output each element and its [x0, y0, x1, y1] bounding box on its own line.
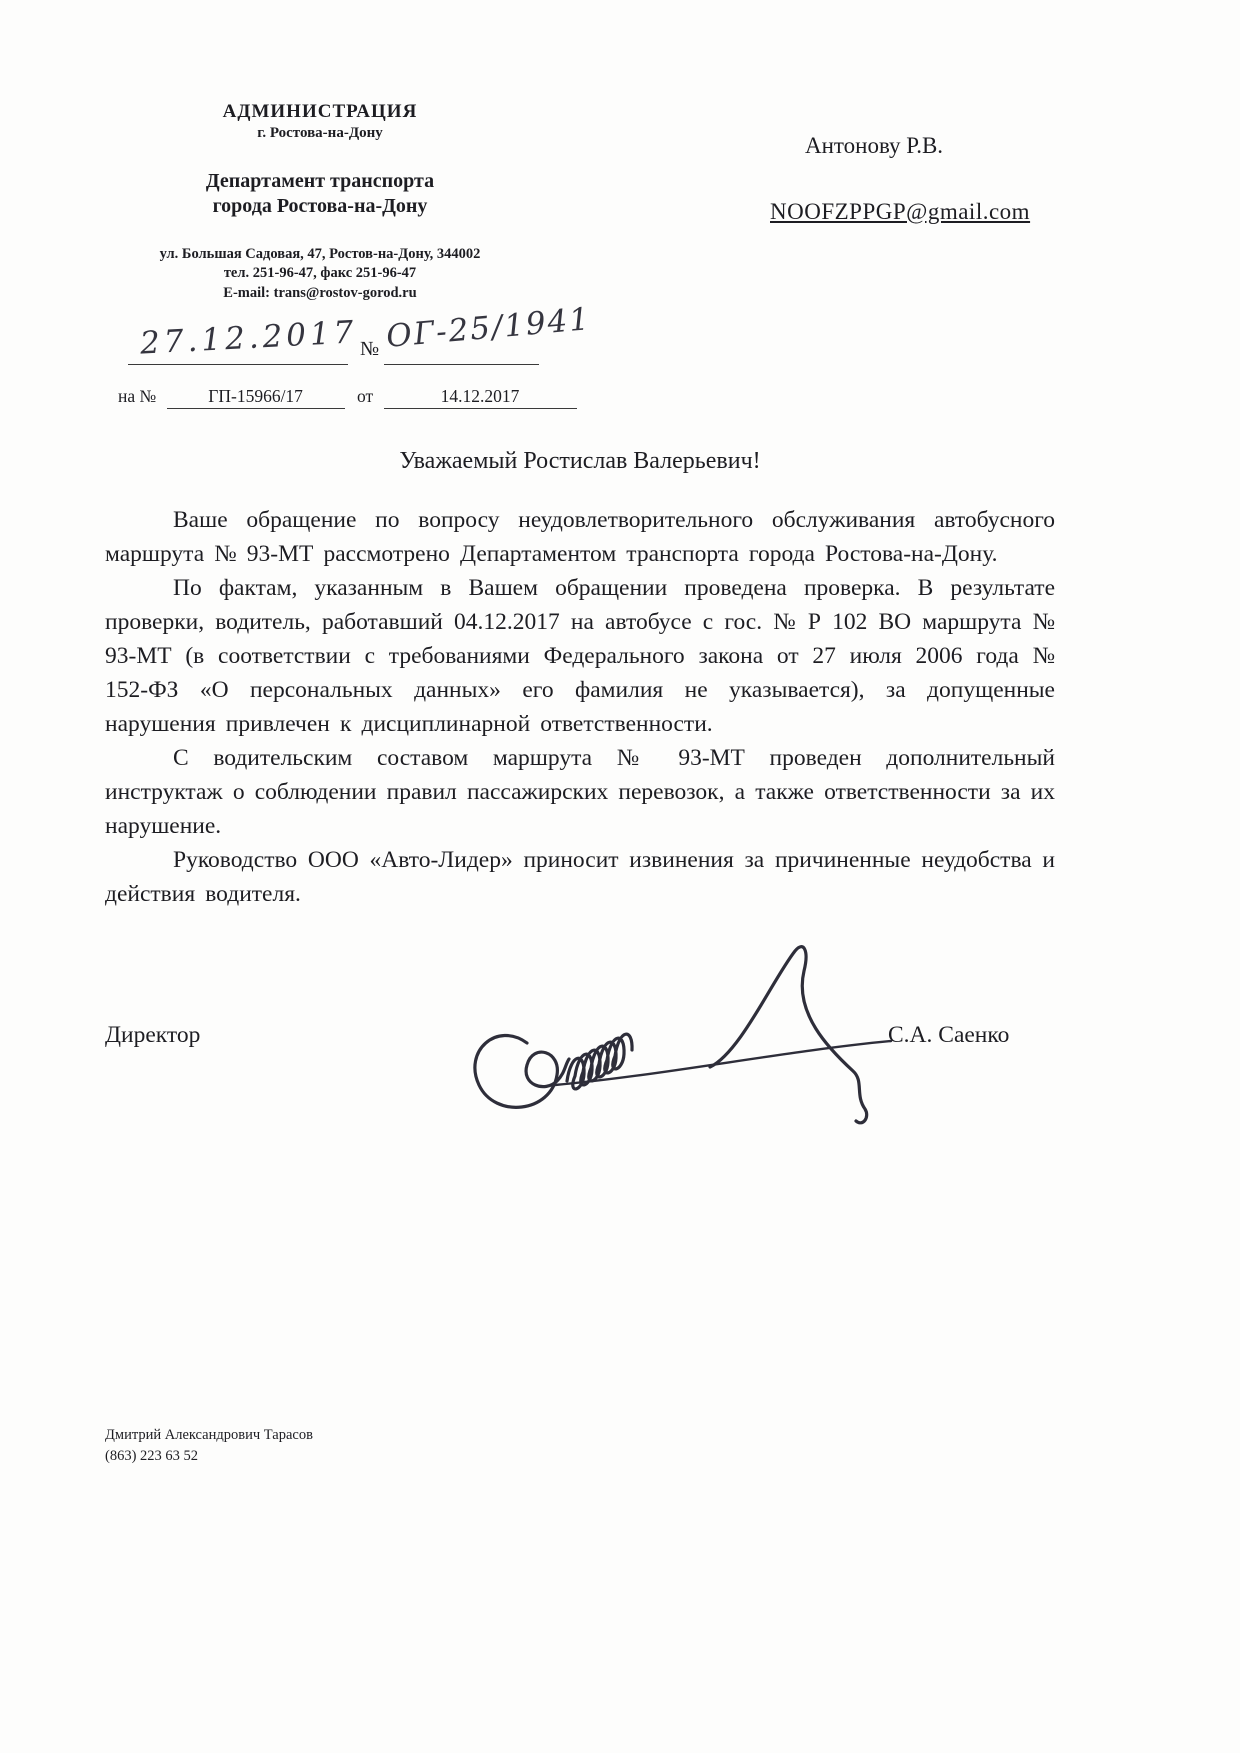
org-name: АДМИНИСТРАЦИЯ [222, 101, 418, 122]
incoming-number: ГП-15966/17 [167, 386, 345, 409]
letter-body [105, 503, 1055, 911]
letterhead [115, 100, 525, 303]
org-address: ул. Большая Садовая, 47, Ростов-на-Дону, 344002 [159, 245, 481, 262]
number-sign: № [360, 338, 380, 360]
executor-phone: (863) 223 63 52 [105, 1448, 199, 1465]
paragraph-3: С водительским составом маршрута № 93-МТ проведен дополнительный инструктаж о соблюдении правил пассажирских перевозок, а также ответственности за их нарушение. [105, 745, 1055, 839]
paragraph-4: Руководство ООО «Авто-Лидер» приносит извинения за причиненные неудобства и действия водителя. [105, 847, 1055, 907]
paragraph-2: По фактам, указанным в Вашем обращении проведена проверка. В результате проверки, водитель, работавший 04.12.2017 на автобусе с гос. № Р 102 ВО маршрута № 93-МТ (в соответствии с требованиями Федерального закона от 27 июля 2006 года № 152-ФЗ «О персональных данных» его фамилия не указывается), за допущенные нарушения привлечен к дисциплинарной ответственности. [105, 575, 1055, 737]
incoming-reference-row [118, 386, 577, 409]
org-phone: тел. 251-96-47, факс 251-96-47 [223, 265, 417, 282]
date-underline [128, 364, 348, 365]
incoming-date: 14.12.2017 [384, 386, 577, 409]
salutation: Уважаемый Ростислав Валерьевич! [399, 448, 761, 474]
dept-name-line2: города Ростова-на-Дону [212, 194, 428, 217]
from-label: от [356, 386, 374, 406]
executor-block [105, 1425, 313, 1467]
paragraph-1: Ваше обращение по вопросу неудовлетворительного обслуживания автобусного маршрута № 93-МТ рассмотрено Департаментом транспорта города Ростова-на-Дону. [105, 507, 1055, 567]
recipient-email: NOOFZPPGP@gmail.com [770, 198, 1031, 224]
number-underline [384, 364, 539, 365]
outgoing-reference-row [118, 301, 718, 378]
incoming-label: на № [118, 386, 157, 406]
handwritten-outgoing-number: ОГ-25/1941 [384, 301, 593, 355]
recipient-block [770, 132, 1130, 225]
handwritten-date: 27.12.2017 [139, 314, 359, 362]
signer-title: Директор [105, 1022, 201, 1048]
signer-name: С.А. Саенко [888, 1022, 1010, 1048]
recipient-name: Антонову Р.В. [805, 133, 944, 158]
org-email: E-mail: trans@rostov-gorod.ru [223, 284, 417, 301]
handwritten-signature [455, 925, 935, 1155]
signature-scrawl-icon [455, 925, 935, 1155]
dept-name-line1: Департамент транспорта [205, 169, 435, 192]
executor-name: Дмитрий Александрович Тарасов [105, 1427, 313, 1443]
org-city: г. Ростова-на-Дону [257, 124, 383, 141]
